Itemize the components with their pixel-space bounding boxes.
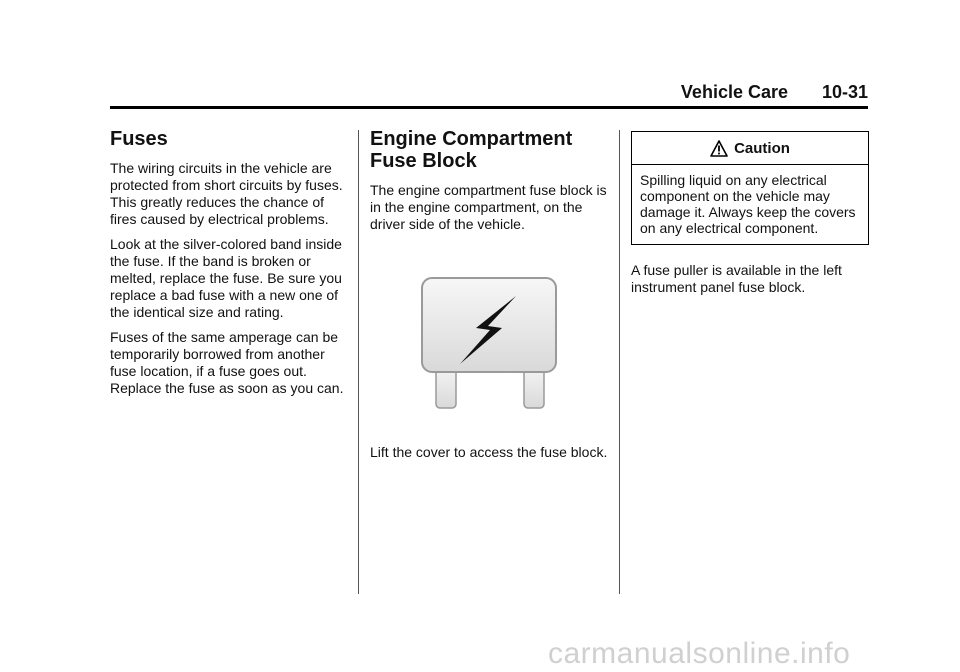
heading-line-2: Fuse Block [370, 150, 477, 172]
fuse-puller-paragraph: A fuse puller is available in the left instrument panel fuse block. [631, 262, 842, 295]
engine-fuse-block-heading [370, 128, 610, 172]
column-divider-1 [358, 130, 359, 594]
column-fuses [110, 128, 350, 405]
caution-box [631, 131, 869, 245]
fuse-block-caption: Lift the cover to access the fuse block. [370, 444, 608, 460]
page-number: 10-31 [821, 82, 868, 102]
fuses-paragraph-2: Look at the silver-colored band inside the fuse. If the band is broken or melted, replace the fuse. Be sure you replace a bad fuse with a new one of the identical size and rating. [110, 236, 342, 320]
caution-header [632, 132, 868, 165]
column-engine-fuse-block [370, 128, 610, 241]
heading-line-1: Engine Compartment [370, 128, 573, 150]
column-divider-2 [619, 130, 620, 594]
column-caution [631, 131, 869, 304]
fuses-heading: Fuses [110, 128, 168, 150]
page-header [110, 80, 868, 109]
watermark-text: carmanualsonline.info [548, 637, 851, 670]
fuses-paragraph-1: The wiring circuits in the vehicle are protected from short circuits by fuses. This greatly reduces the chance of fires caused by electrical problems. [110, 160, 343, 227]
caution-text: Spilling liquid on any electrical component on the vehicle may damage it. Always keep the covers on any electrical component. [640, 172, 856, 236]
fuse-block-illustration [420, 276, 560, 417]
fuses-paragraph-3: Fuses of the same amperage can be temporarily borrowed from another fuse location, if a fuse goes out. Replace the fuse as soon as you can. [110, 329, 344, 396]
warning-triangle-icon [710, 140, 728, 157]
engine-fuse-block-paragraph: The engine compartment fuse block is in the engine compartment, on the driver side of the vehicle. [370, 182, 607, 232]
fuse-lightning-icon [420, 276, 560, 412]
section-title: Vehicle Care [680, 82, 788, 102]
caution-title: Caution [734, 139, 790, 157]
